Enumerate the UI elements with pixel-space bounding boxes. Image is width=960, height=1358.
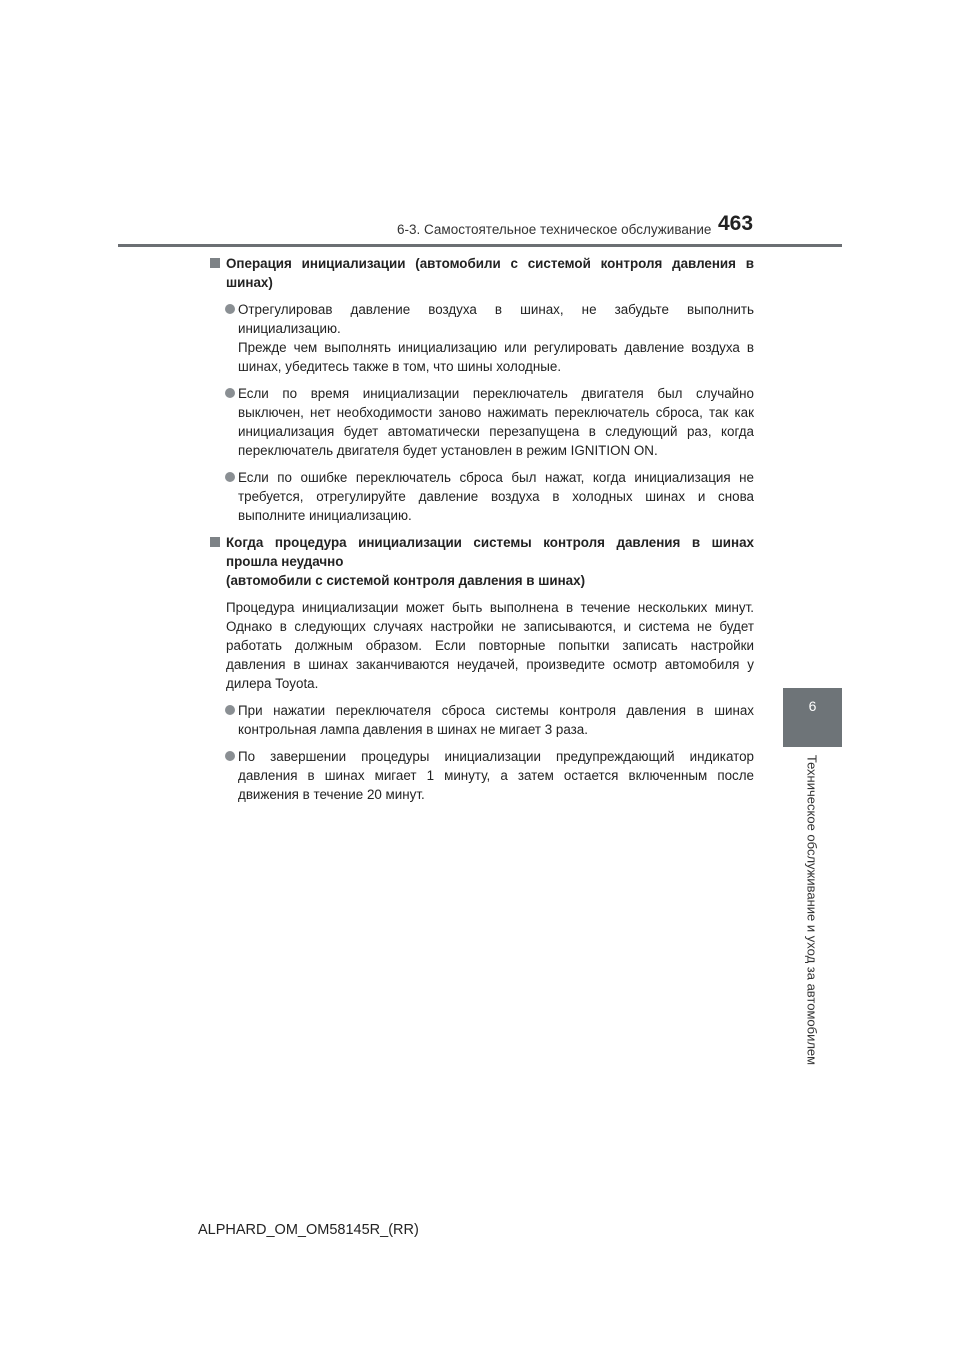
heading-line: прошла неудачно bbox=[226, 554, 344, 569]
round-bullet-icon bbox=[225, 388, 235, 398]
text-line: работать должным образом. Если повторные попытки записать настройки bbox=[226, 638, 754, 653]
heading-line: Когда процедура инициализации системы контроля давления в шинах bbox=[226, 535, 754, 550]
list-item bbox=[210, 468, 754, 525]
heading-line: шинах) bbox=[226, 275, 273, 290]
text-line: требуется, отрегулируйте давление воздуха в холодных шинах и снова bbox=[238, 489, 754, 504]
heading-line: Операция инициализации (автомобили с системой контроля давления в bbox=[226, 256, 754, 271]
document-code: ALPHARD_OM_OM58145R_(RR) bbox=[198, 1222, 419, 1238]
round-bullet-icon bbox=[225, 472, 235, 482]
text-line: инициализацию. bbox=[238, 321, 341, 336]
section-heading-initialization bbox=[210, 254, 754, 292]
round-bullet-icon bbox=[225, 304, 235, 314]
text-line: давления в шинах мигает 1 минуту, а затем остается включенным после bbox=[238, 768, 754, 783]
chapter-title-text: Техническое обслуживание и уход за автомобилем bbox=[804, 754, 820, 1066]
chapter-tab bbox=[783, 688, 842, 747]
list-item bbox=[210, 701, 754, 739]
list-item bbox=[210, 747, 754, 804]
text-line: шинах, убедитесь также в том, что шины холодные. bbox=[238, 359, 562, 374]
heading-line: (автомобили с системой контроля давления в шинах) bbox=[226, 573, 586, 588]
text-line: выполните инициализацию. bbox=[238, 508, 412, 523]
main-content bbox=[210, 254, 754, 804]
text-line: переключатель двигателя будет установлен в режим IGNITION ON. bbox=[238, 443, 658, 458]
text-line: выключен, нет необходимости заново нажимать переключатель сброса, так как bbox=[238, 405, 754, 420]
text-line: инициализация будет автоматически перезапущена в следующий раз, когда bbox=[238, 424, 754, 439]
text-line: При нажатии переключателя сброса системы контроля давления в шинах bbox=[238, 703, 754, 718]
running-header-section: 6-3. Самостоятельное техническое обслуживание bbox=[397, 222, 712, 237]
text-line: контрольная лампа давления в шинах не мигает 3 раза. bbox=[238, 722, 588, 737]
text-line: движения в течение 20 минут. bbox=[238, 787, 425, 802]
list-item bbox=[210, 300, 754, 376]
text-line: Однако в следующих случаях настройки не записываются, и система не будет bbox=[226, 619, 754, 634]
text-line: давления в шинах заканчиваются неудачей, произведите осмотр автомобиля у bbox=[226, 657, 754, 672]
body-paragraph bbox=[210, 598, 754, 693]
page-number: 463 bbox=[718, 212, 754, 235]
text-line: дилера Toyota. bbox=[226, 676, 319, 691]
square-bullet-icon bbox=[210, 537, 220, 547]
section-heading-failure bbox=[210, 533, 754, 590]
text-line: Процедура инициализации может быть выполнена в течение нескольких минут. bbox=[226, 600, 754, 615]
list-item bbox=[210, 384, 754, 460]
header-divider bbox=[118, 244, 842, 247]
text-line: Если по ошибке переключатель сброса был нажат, когда инициализация не bbox=[238, 470, 754, 485]
text-line: Прежде чем выполнять инициализацию или регулировать давление воздуха в bbox=[238, 340, 754, 355]
text-line: Если по время инициализации переключатель двигателя был случайно bbox=[238, 386, 754, 401]
square-bullet-icon bbox=[210, 258, 220, 268]
text-line: По завершении процедуры инициализации предупреждающий индикатор bbox=[238, 749, 754, 764]
round-bullet-icon bbox=[225, 705, 235, 715]
round-bullet-icon bbox=[225, 751, 235, 761]
chapter-number: 6 bbox=[808, 698, 817, 714]
text-line: Отрегулировав давление воздуха в шинах, не забудьте выполнить bbox=[238, 302, 754, 317]
